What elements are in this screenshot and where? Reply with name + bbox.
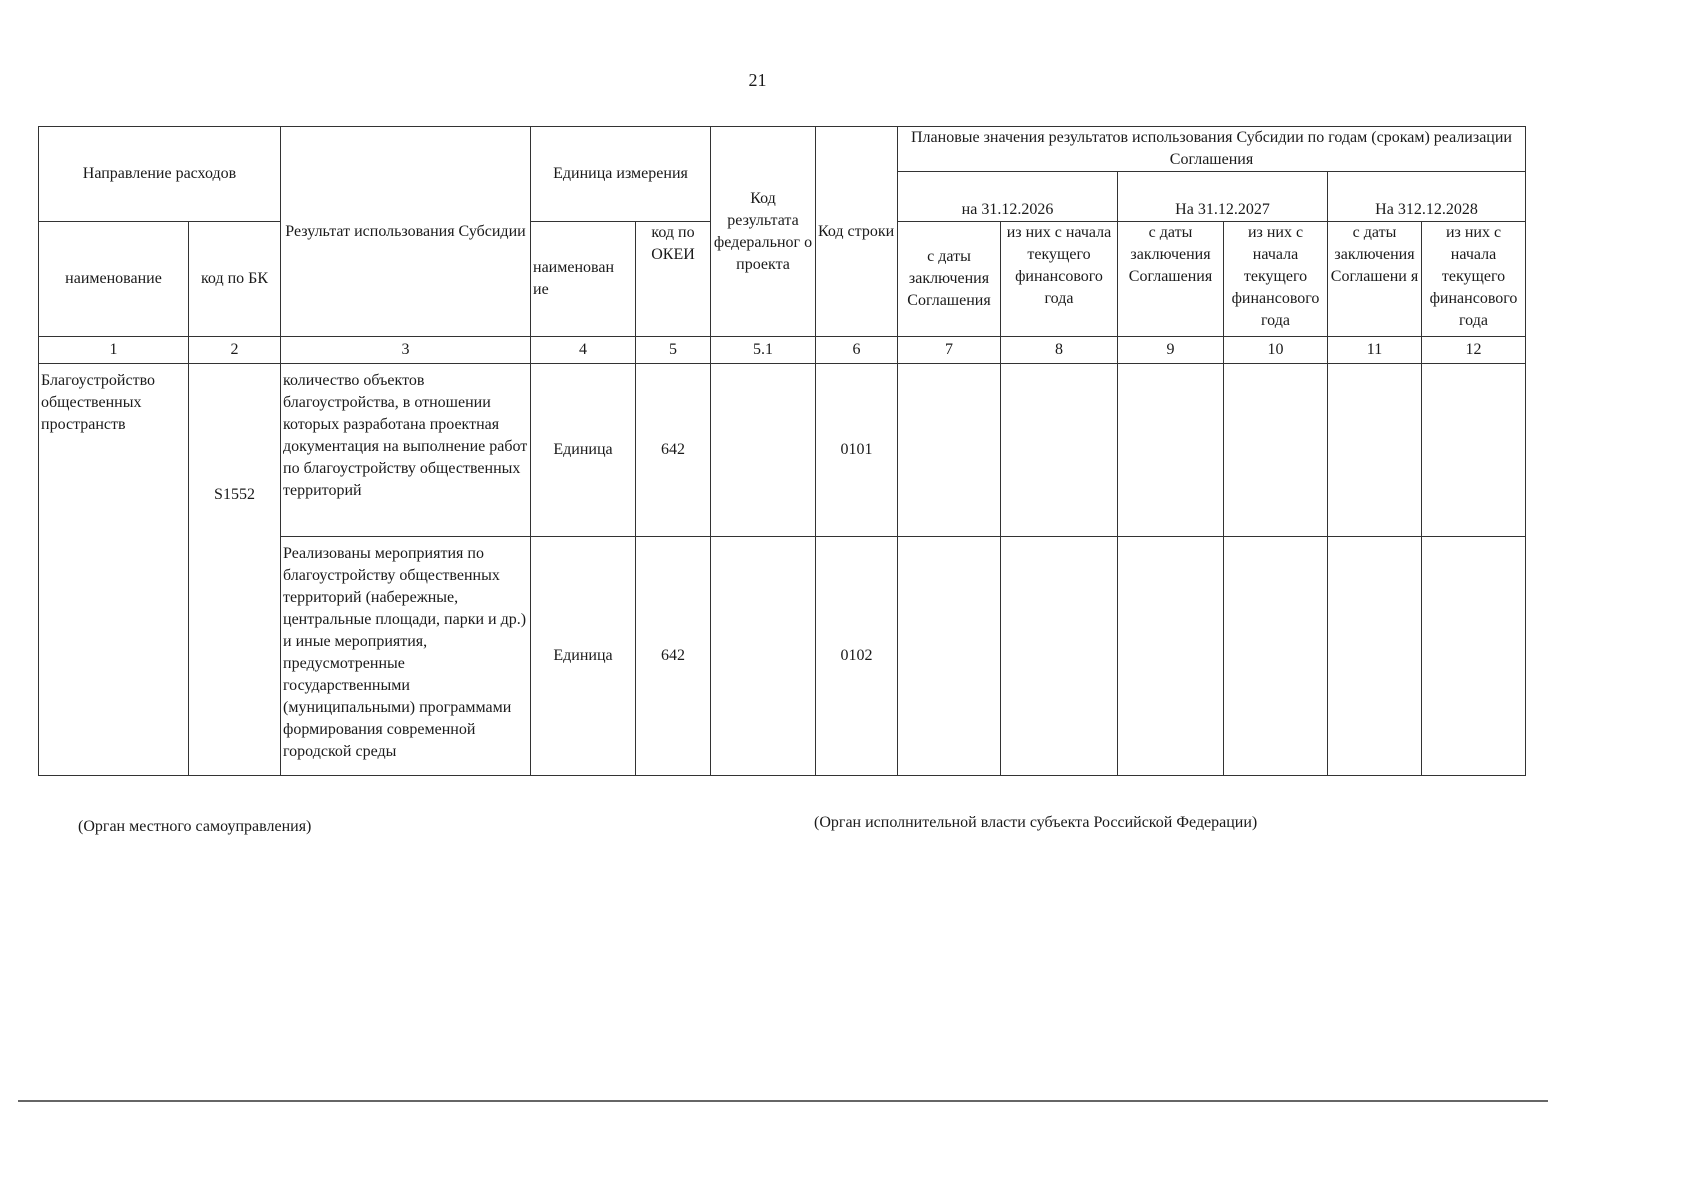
value-cell [1001,364,1118,537]
column-number: 5 [636,337,711,364]
column-number: 9 [1118,337,1224,364]
header-fed-result-code: Код результата федеральног о проекта [711,127,816,337]
unit-name-cell: Единица [531,537,636,776]
header-since-2026: с даты заключения Соглашения [898,222,1001,337]
okei-cell: 642 [636,537,711,776]
header-result: Результат использования Субсидии [281,127,531,337]
column-number: 11 [1328,337,1422,364]
row-code-cell: 0102 [816,537,898,776]
header-period-2026: на 31.12.2026 [898,172,1118,222]
column-number: 10 [1224,337,1328,364]
result-cell: количество объектов благоустройства, в отношении которых разработана проектная документация на выполнение работ по благоустройству общественных территорий [281,364,531,537]
column-number: 8 [1001,337,1118,364]
column-number: 5.1 [711,337,816,364]
column-number: 4 [531,337,636,364]
value-cell [898,537,1001,776]
header-bk-code: код по БК [189,222,281,337]
header-period-2028: На 312.12.2028 [1328,172,1526,222]
header-row-1 [39,127,1526,172]
value-cell [1422,537,1526,776]
fed-code-cell [711,537,816,776]
column-number: 3 [281,337,531,364]
bottom-rule [18,1100,1548,1102]
subsidy-results-table [38,126,1526,776]
signature-left-caption: (Орган местного самоуправления) [78,818,312,835]
column-number: 1 [39,337,189,364]
bk-code-cell: S1552 [189,364,281,776]
value-cell [1422,364,1526,537]
fed-code-cell [711,364,816,537]
value-cell [1118,364,1224,537]
header-direction: Направление расходов [39,127,281,222]
header-unit: Единица измерения [531,127,711,222]
direction-name-cell: Благоустройство общественных пространств [39,364,189,776]
header-since-2027: с даты заключения Соглашения [1118,222,1224,337]
header-planned: Плановые значения результатов использования Субсидии по годам (срокам) реализации Соглашения [898,127,1526,172]
header-since-2028: с даты заключения Соглашени я [1328,222,1422,337]
value-cell [1328,364,1422,537]
column-number: 6 [816,337,898,364]
header-unit-name: наименован ие [531,222,636,337]
header-period-2027: На 31.12.2027 [1118,172,1328,222]
value-cell [1224,364,1328,537]
result-cell: Реализованы мероприятия по благоустройству общественных территорий (набережные, центральные площади, парки и др.) и иные мероприятия, предусмотренные государственными (муниципальными) программами формирования современной городской среды [281,537,531,776]
header-name: наименование [39,222,189,337]
header-row-code: Код строки [816,127,898,337]
signature-right-caption: (Орган исполнительной власти субъекта Российской Федерации) [814,814,1258,831]
header-ytd-2027: из них с начала текущего финансового года [1224,222,1328,337]
header-ytd-2026: из них с начала текущего финансового года [1001,222,1118,337]
column-number: 7 [898,337,1001,364]
column-number: 12 [1422,337,1526,364]
okei-cell: 642 [636,364,711,537]
value-cell [1224,537,1328,776]
unit-name-cell: Единица [531,364,636,537]
value-cell [1118,537,1224,776]
page-number: 21 [748,70,767,90]
value-cell [1001,537,1118,776]
column-numbers-row [39,337,1526,364]
row-code-cell: 0101 [816,364,898,537]
header-okei: код по ОКЕИ [636,222,711,337]
value-cell [1328,537,1422,776]
header-ytd-2028: из них с начала текущего финансового года [1422,222,1526,337]
table-row [39,364,1526,537]
column-number: 2 [189,337,281,364]
value-cell [898,364,1001,537]
